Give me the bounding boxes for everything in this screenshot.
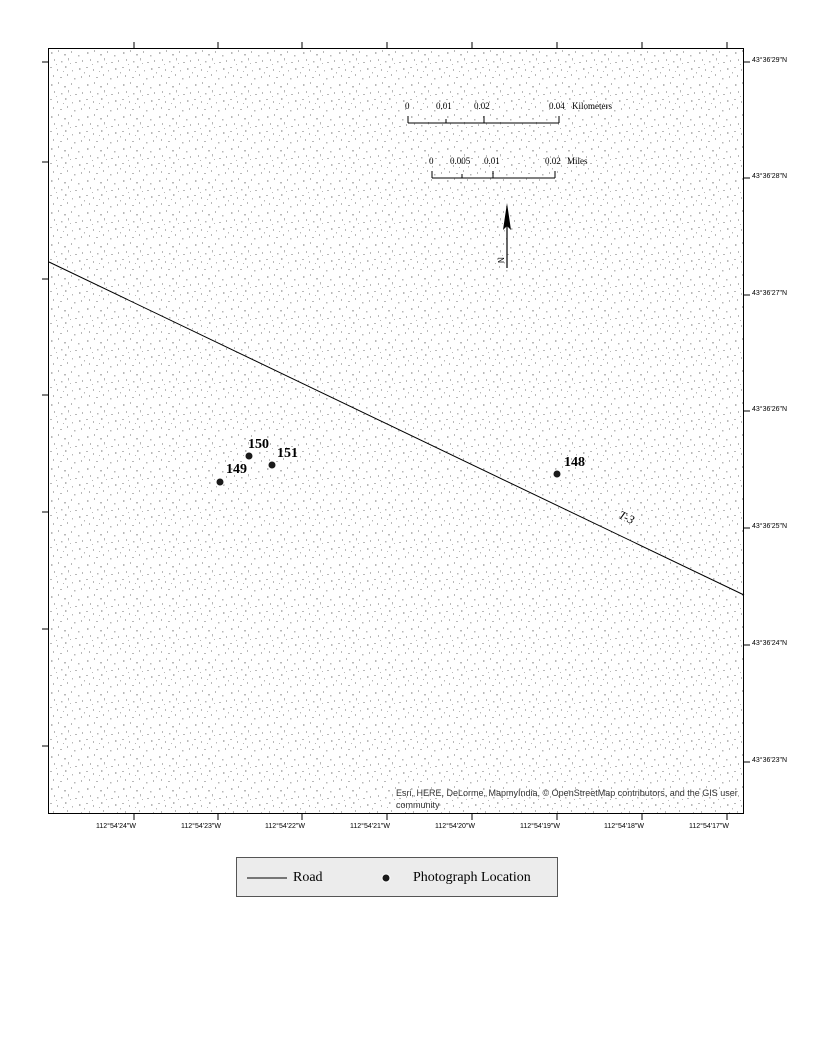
lon-label: 112°54'24"W (96, 823, 136, 830)
lon-label: 112°54'19"W (520, 823, 560, 830)
scale-km-tick: 0 (405, 101, 410, 111)
scale-km-tick: 0.04 (549, 101, 565, 111)
legend-photo-label: Photograph Location (413, 870, 531, 885)
road-t3-line[interactable] (49, 262, 744, 595)
lat-label: 43°36'23"N (752, 757, 788, 764)
scale-km-tick: 0.02 (474, 101, 490, 111)
lat-label: 43°36'29"N (752, 57, 788, 64)
lat-label: 43°36'25"N (752, 523, 788, 530)
photo-point-label: 149 (226, 462, 247, 477)
north-label: N (497, 257, 506, 263)
road-t3-label: T-3 (616, 507, 637, 528)
scale-km-tick: 0.01 (436, 101, 452, 111)
photo-point-label: 151 (277, 446, 298, 461)
scale-mi-unit: Miles (567, 156, 588, 166)
photo-point-151[interactable] (268, 446, 298, 469)
map-legend (236, 857, 558, 897)
lon-label: 112°54'20"W (435, 823, 475, 830)
scale-mi-tick: 0.02 (545, 156, 561, 166)
lon-label: 112°54'23"W (181, 823, 221, 830)
lon-label: 112°54'21"W (350, 823, 390, 830)
photo-point-150[interactable] (245, 437, 269, 460)
photo-point-149[interactable] (216, 462, 247, 486)
lat-label: 43°36'26"N (752, 406, 788, 413)
scale-mi-tick: 0 (429, 156, 434, 166)
lat-label: 43°36'27"N (752, 290, 788, 297)
photo-point-label: 148 (564, 455, 585, 470)
lat-label: 43°36'28"N (752, 173, 788, 180)
map-attribution: Esri, HERE, DeLorme, MapmyIndia, © OpenStreetMap contributors, and the GIS user community (396, 788, 738, 810)
scale-bar-mi (429, 156, 588, 178)
photo-point-148[interactable] (553, 455, 585, 478)
scale-bar-km (405, 101, 612, 123)
frame-ticks (42, 42, 750, 820)
legend-road-label: Road (293, 870, 323, 885)
photo-point-label: 150 (248, 437, 269, 452)
scale-mi-tick: 0.005 (450, 156, 471, 166)
lon-label: 112°54'18"W (604, 823, 644, 830)
lon-label: 112°54'22"W (265, 823, 305, 830)
scale-mi-tick: 0.01 (484, 156, 500, 166)
scale-km-unit: Kilometers (572, 101, 612, 111)
lon-label: 112°54'17"W (689, 823, 729, 830)
legend-point-symbol (382, 874, 390, 882)
lat-label: 43°36'24"N (752, 640, 788, 647)
north-arrow-icon (497, 203, 511, 268)
